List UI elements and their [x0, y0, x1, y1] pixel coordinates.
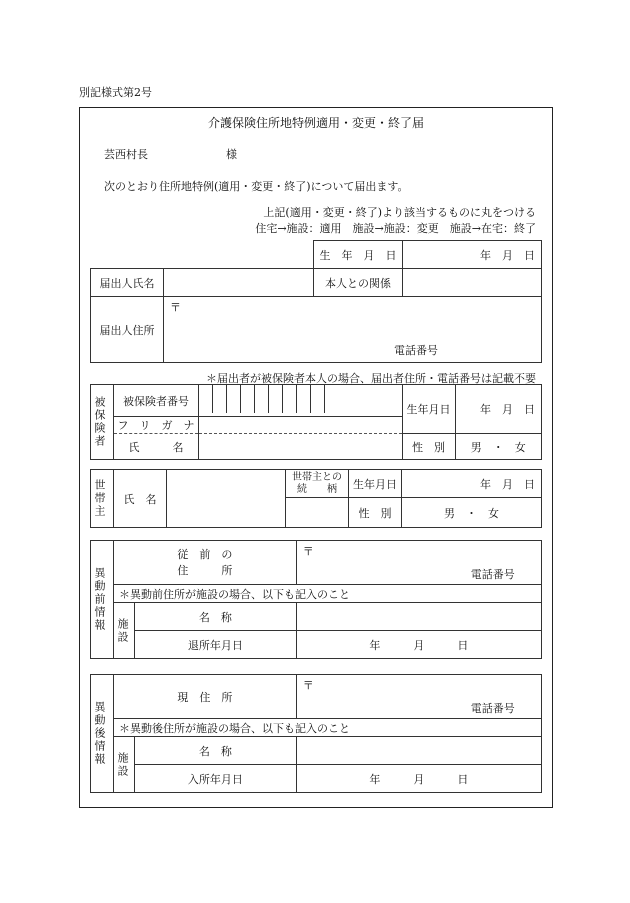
- household-sex-label: 性 別: [349, 498, 402, 528]
- sama-label: 様: [226, 148, 237, 161]
- household-name-field[interactable]: [167, 470, 286, 528]
- note-circle: 上記(適用・変更・終了)より該当するものに丸をつける: [263, 206, 536, 219]
- insured-number-boxes[interactable]: [199, 385, 403, 417]
- insured-sex-field[interactable]: 男 ・ 女: [455, 434, 541, 460]
- before-address-field[interactable]: [296, 541, 541, 585]
- household-relation-label: 世帯主との 続 柄: [286, 470, 349, 498]
- insured-sex-label: 性 別: [402, 434, 455, 460]
- before-facility-side: 施設: [114, 603, 135, 659]
- applicant-table: [90, 240, 542, 363]
- insured-table: [90, 384, 542, 460]
- insured-number-label: 被保険者番号: [114, 385, 199, 417]
- before-table: [90, 540, 542, 659]
- furigana-label: フ リ ガ ナ: [114, 417, 199, 434]
- before-facility-name-label: 名 称: [135, 603, 297, 631]
- before-side-label: 異動前情報: [91, 541, 114, 659]
- household-sex-field[interactable]: 男 ・ 女: [402, 498, 542, 528]
- household-birth-label: 生年月日: [349, 470, 402, 498]
- before-facility-name-field[interactable]: [296, 603, 541, 631]
- applicant-name-label: 届出人氏名: [91, 269, 164, 297]
- relation-label: 本人との関係: [314, 269, 403, 297]
- after-date-field[interactable]: 年 月 日: [296, 765, 541, 793]
- before-date-field[interactable]: 年 月 日: [296, 631, 541, 659]
- after-side-label: 異動後情報: [91, 675, 114, 793]
- insured-name-field[interactable]: [199, 434, 403, 460]
- household-birth-field[interactable]: 年 月 日: [402, 470, 542, 498]
- before-facility-note: ＊異動前住所が施設の場合、以下も記入のこと: [114, 585, 542, 603]
- applicant-address-label: 届出人住所: [91, 297, 164, 363]
- after-address-label: 現 住 所: [114, 675, 297, 719]
- form-id: 別記様式第2号: [79, 86, 152, 99]
- postal-mark: 〒: [170, 301, 181, 314]
- furigana-field[interactable]: [199, 417, 403, 434]
- insured-birth-label: 生年月日: [402, 385, 455, 434]
- insured-name-label: 氏 名: [114, 434, 199, 460]
- household-relation-field[interactable]: [286, 498, 349, 528]
- after-facility-side: 施設: [114, 737, 135, 793]
- after-postal-mark: 〒: [302, 679, 314, 692]
- before-postal-mark: 〒: [302, 545, 314, 558]
- phone-label: 電話番号: [394, 344, 438, 357]
- birth-label: 生 年 月 日: [314, 241, 403, 269]
- form-title: 介護保険住所地特例適用・変更・終了届: [207, 116, 424, 130]
- intro-text: 次のとおり住所地特例(適用・変更・終了)について届出ます。: [104, 180, 409, 193]
- household-name-label: 氏 名: [114, 470, 167, 528]
- applicant-name-field[interactable]: [164, 269, 314, 297]
- after-facility-name-field[interactable]: [296, 737, 541, 765]
- before-address-label: 従 前 の 住 所: [114, 541, 297, 585]
- relation-field[interactable]: [403, 269, 542, 297]
- note-types: 住宅→施設：適用 施設→施設：変更 施設→在宅：終了: [255, 222, 536, 235]
- applicant-birth-field[interactable]: 年 月 日: [403, 241, 542, 269]
- insured-side-label: 被保険者: [91, 385, 114, 460]
- household-side-label: 世帯主: [91, 470, 114, 528]
- before-date-label: 退所年月日: [135, 631, 297, 659]
- applicant-note: ＊届出者が被保険者本人の場合、届出者住所・電話番号は記載不要: [206, 372, 536, 385]
- applicant-address-field[interactable]: [164, 297, 542, 363]
- before-phone-label: 電話番号: [470, 568, 515, 581]
- after-table: [90, 674, 542, 793]
- addressee: 芸西村長: [104, 148, 148, 161]
- after-address-field[interactable]: [296, 675, 541, 719]
- after-facility-note: ＊異動後住所が施設の場合、以下も記入のこと: [114, 719, 542, 737]
- after-date-label: 入所年月日: [135, 765, 297, 793]
- household-table: [90, 469, 542, 528]
- insured-birth-field[interactable]: 年 月 日: [455, 385, 541, 434]
- after-phone-label: 電話番号: [470, 702, 515, 715]
- after-facility-name-label: 名 称: [135, 737, 297, 765]
